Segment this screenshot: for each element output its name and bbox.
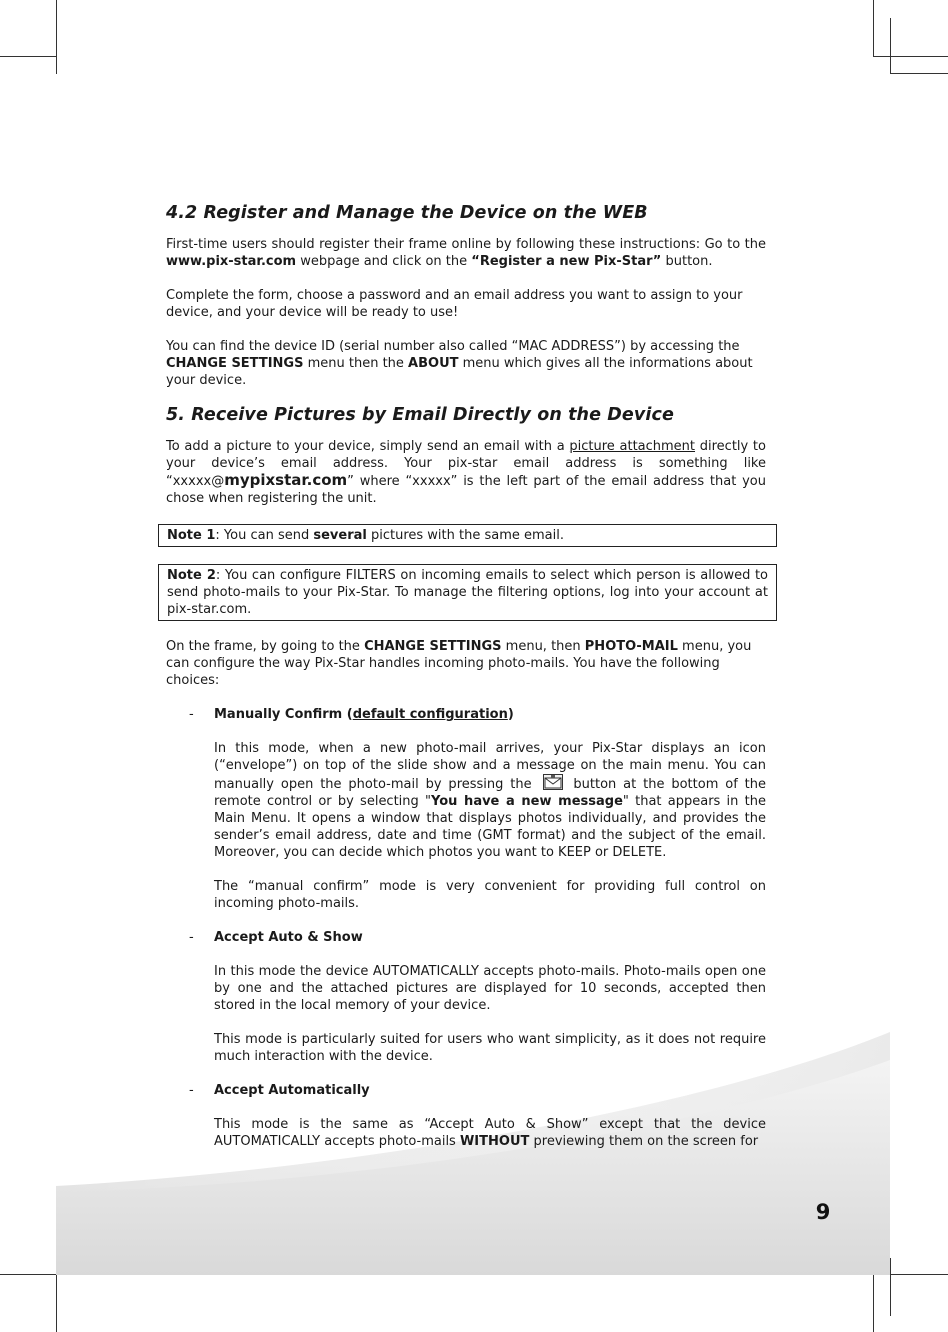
page-content bbox=[166, 203, 766, 1150]
choice-accept-auto-show: - Accept Auto & Show bbox=[189, 930, 363, 945]
crop-mark-tl-h bbox=[0, 56, 56, 57]
choice-manual-confirm: - Manually Confirm (default configuration) bbox=[189, 707, 514, 722]
crop-mark-tr-v2 bbox=[890, 18, 891, 74]
complete-form-paragraph: Complete the form, choose a password and an email address you want to assign to your device, and your device will be ready to use! bbox=[166, 288, 743, 320]
envelope-icon bbox=[543, 774, 563, 790]
manual-confirm-description: In this mode, when a new photo-mail arrives, your Pix-Star displays an icon (“envelope”) on top of the slide show and a message on the main menu. You can manually open the photo-mail by pressing the button at the bottom of the remote control or by selecting "You have a new message" that appears in the Main Menu. It opens a window that displays photos individually, and provides the sender’s email address, date and time (GMT format) and the subject of the email. Moreover, you can decide which photos you want to KEEP or DELETE. bbox=[214, 741, 767, 860]
picture-attachment-link: picture attachment bbox=[569, 439, 696, 454]
register-paragraph: First-time users should register their frame online by following these instructions: Go to the www.pix-star.com webpage and click on the “Register a new Pix-Star” button. bbox=[166, 237, 766, 269]
manual-confirm-note: The “manual confirm” mode is very convenient for providing full control on incoming photo-mails. bbox=[214, 879, 766, 911]
auto-show-description: In this mode the device AUTOMATICALLY accepts photo-mails. Photo-mails open one by one and the attached pictures are displayed for 10 seconds, accepted then stored in the local memory of your device. bbox=[214, 964, 766, 1013]
choice-accept-automatically: - Accept Automatically bbox=[189, 1083, 370, 1098]
section-title-4-2: 4.2 Register and Manage the Device on the WEB bbox=[166, 203, 648, 223]
accept-automatically-description: This mode is the same as “Accept Auto & Show” except that the device AUTOMATICALLY accepts photo-mails WITHOUT previewing them on the screen for bbox=[214, 1117, 766, 1149]
section-title-5: 5. Receive Pictures by Email Directly on the Device bbox=[166, 405, 674, 425]
auto-show-note: This mode is particularly suited for users who want simplicity, as it does not require much interaction with the device. bbox=[214, 1032, 766, 1064]
register-button-text: “Register a new Pix-Star” bbox=[471, 254, 662, 269]
pix-star-url[interactable]: www.pix-star.com bbox=[166, 254, 297, 269]
crop-mark-tr-v1 bbox=[873, 0, 874, 56]
device-id-paragraph: You can find the device ID (serial number also called “MAC ADDRESS”) by accessing the CHANGE SETTINGS menu then the ABOUT menu which gives all the informations about your device. bbox=[166, 339, 753, 388]
note-1-box: Note 1: You can send several pictures with the same email. bbox=[158, 524, 777, 547]
crop-mark-tr-h2 bbox=[873, 56, 948, 57]
photo-mail-settings-paragraph: On the frame, by going to the CHANGE SETTINGS menu, then PHOTO-MAIL menu, you can configure the way Pix-Star handles incoming photo-mails. You have the following choices: bbox=[166, 639, 752, 688]
page-number: 9 bbox=[815, 1200, 831, 1224]
crop-mark-tr-h bbox=[890, 73, 948, 74]
crop-mark-tl-v bbox=[56, 0, 57, 74]
email-intro-paragraph: To add a picture to your device, simply send an email with a picture attachment directly to your device’s email address. Your pix-star email address is something like “xxxxx@mypixstar.com” where “xxxxx” is the left part of the email address that you chose when registering the unit. bbox=[166, 439, 766, 506]
note-2-box: Note 2: You can configure FILTERS on incoming emails to select which person is allowed to send photo-mails to your Pix-Star. To manage the filtering options, log into your account at pix-star.com. bbox=[158, 564, 777, 621]
